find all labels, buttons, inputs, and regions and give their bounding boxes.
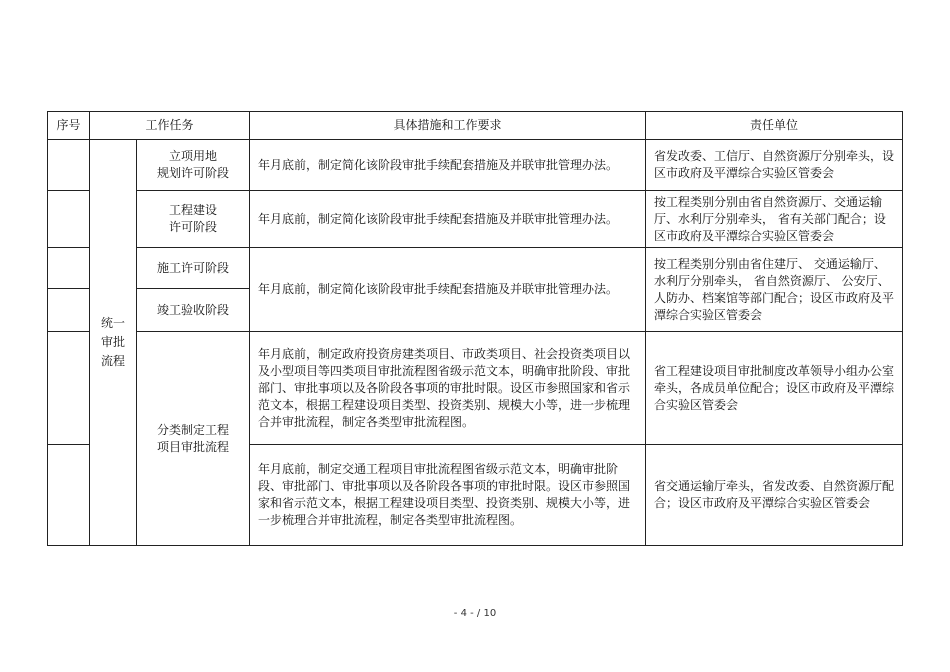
group-label-cell: 统一 审批 流程 [90, 140, 137, 546]
measure-cell: 年月底前，制定简化该阶段审批手续配套措施及并联审批管理办法。 [250, 191, 646, 248]
row-number-cell [48, 289, 90, 332]
stage-cell: 工程建设 许可阶段 [137, 191, 250, 248]
unit-cell: 省工程建设项目审批制度改革领导小组办公室牵头，各成员单位配合；设区市政府及平潭综合实验区管委会 [646, 332, 903, 445]
table-row [48, 248, 903, 289]
unit-cell: 按工程类别分别由省自然资源厅、交通运输厅、水利厅分别牵头， 省有关部门配合；设区市政府及平潭综合实验区管委会 [646, 191, 903, 248]
row-number-cell [48, 248, 90, 289]
header-unit: 责任单位 [646, 112, 903, 140]
row-number-cell [48, 445, 90, 546]
measure-cell: 年月底前，制定简化该阶段审批手续配套措施及并联审批管理办法。 [250, 248, 646, 332]
unit-cell: 省交通运输厅牵头，省发改委、自然资源厅配合；设区市政府及平潭综合实验区管委会 [646, 445, 903, 546]
unit-cell: 省发改委、工信厅、自然资源厅分别牵头，设区市政府及平潭综合实验区管委会 [646, 140, 903, 191]
page-number: - 4 - / 10 [453, 608, 497, 619]
table-row [48, 191, 903, 248]
header-task: 工作任务 [90, 112, 250, 140]
row-number-cell [48, 191, 90, 248]
stage-cell: 分类制定工程 项目审批流程 [137, 332, 250, 546]
table-row [48, 140, 903, 191]
stage-cell: 竣工验收阶段 [137, 289, 250, 332]
unit-cell: 按工程类别分别由省住建厅、 交通运输厅、水利厅分别牵头， 省自然资源厅、 公安厅、人防办、档案馆等部门配合；设区市政府及平潭综合实验区管委会 [646, 248, 903, 332]
header-no: 序号 [48, 112, 90, 140]
header-measures: 具体措施和工作要求 [250, 112, 646, 140]
row-number-cell [48, 332, 90, 445]
measure-cell: 年月底前，制定交通工程项目审批流程图省级示范文本，明确审批阶段、审批部门、审批事项以及各阶段各事项的审批时限。设区市参照国家和省示范文本，根据工程建设项目类型、投资类别、规模大小等，进一步梳理合并审批流程，制定各类型审批流程图。 [250, 445, 646, 546]
table-header-row [48, 112, 903, 140]
stage-cell: 立项用地 规划许可阶段 [137, 140, 250, 191]
measure-cell: 年月底前，制定政府投资房建类项目、市政类项目、社会投资类项目以及小型项目等四类项目审批流程图省级示范文本，明确审批阶段、审批部门、审批事项以及各阶段各事项的审批时限。设区市参照国家和省示范文本，根据工程建设项目类型、投资类别、规模大小等，进一步梳理合并审批流程，制定各类型审批流程图。 [250, 332, 646, 445]
table-row [48, 332, 903, 445]
stage-cell: 施工许可阶段 [137, 248, 250, 289]
requirements-table [47, 111, 903, 546]
row-number-cell [48, 140, 90, 191]
measure-cell: 年月底前，制定简化该阶段审批手续配套措施及并联审批管理办法。 [250, 140, 646, 191]
